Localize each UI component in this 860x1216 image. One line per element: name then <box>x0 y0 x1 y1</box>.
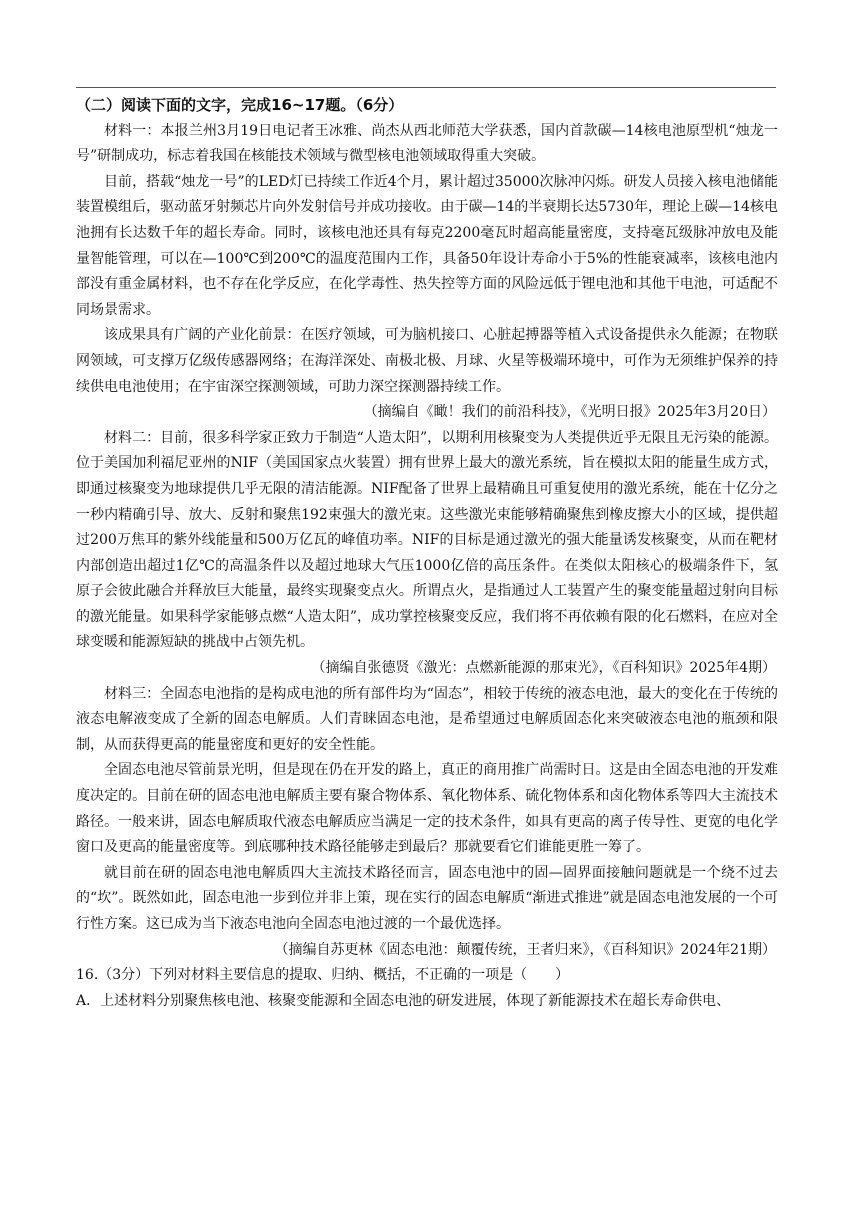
reading-section <box>76 93 778 1014</box>
material1-source: （摘编自《瞰！我们的前沿科技》，《光明日报》2025年3月20日） <box>363 404 776 421</box>
material2-source: （摘编自张德贤《激光：点燃新能源的那束光》，《百科知识》2025年4期） <box>311 660 776 677</box>
section-heading: （二）阅读下面的文字，完成16~17题。（6分） <box>76 96 404 114</box>
material1-paragraph-2: 目前，搭载“烛龙一号”的LED灯已持续工作近4个月，累计超过35000次脉冲闪烁。研发人员接入核电池储能装置模组后，驱动蓝牙射频芯片向外发射信号并成功接收。由于碳—14的半衰期长达5730年，理论上碳—14核电池拥有长达数千年的超长寿命。同时，该核电池还具有每克2200毫瓦时超高能量密度，支持毫瓦级脉冲放电及能量智能管理，可以在—100℃到200℃的温度范围内工作，具备50年设计寿命小于5%的性能衰减率，该核电池内部没有重金属材料，也不存在化学反应，在化学毒性、热失控等方面的风险远低于锂电池和其他干电池，可适配不同场景需求。 <box>76 173 778 318</box>
material3-paragraph-2: 全固态电池尽管前景光明，但是现在仍在开发的路上，真正的商用推广尚需时日。这是由全固态电池的开发难度决定的。目前在研的固态电池电解质主要有聚合物体系、氧化物体系、硫化物体系和卤化物体系等四大主流技术路径。一般来讲，固态电解质取代液态电解质应当满足一定的技术条件，如具有更高的离子传导性、更宽的电化学窗口及更高的能量密度等。到底哪种技术路径能够走到最后？那就要看它们谁能更胜一筹了。 <box>76 762 778 856</box>
material3-paragraph-3: 就目前在研的固态电池电解质四大主流技术路径而言，固态电池中的固—固界面接触问题就是一个绕不过去的“坎”。既然如此，固态电池一步到位并非上策，现在实行的固态电解质“渐进式推进”就是固态电池发展的一个可行性方案。这已成为当下液态电池向全固态电池过渡的一个最优选择。 <box>76 864 778 932</box>
material1-paragraph-3: 该成果具有广阔的产业化前景：在医疗领域，可为脑机接口、心脏起搏器等植入式设备提供永久能源；在物联网领域，可支撑万亿级传感器网络；在海洋深处、南极北极、月球、火星等极端环境中，可作为无须维护保养的持续供电电池使用；在宇宙深空探测领域，可助力深空探测器持续工作。 <box>76 327 778 395</box>
material3-source: （摘编自苏更林《固态电池：颠覆传统，王者归来》，《百科知识》2024年21期） <box>274 941 776 958</box>
question-16-stem: 16.（3分）下列对材料主要信息的提取、归纳、概括，不正确的一项是（ ） <box>76 967 570 984</box>
material1-paragraph-1: 材料一：本报兰州3月19日电记者王冰雅、尚杰从西北师范大学获悉，国内首款碳—14核电池原型机“烛龙一号”研制成功，标志着我国在核能技术领域与微型核电池领域取得重大突破。 <box>76 122 778 165</box>
top-rule <box>76 87 776 88</box>
material3-paragraph-1: 材料三：全固态电池指的是构成电池的所有部件均为“固态”，相较于传统的液态电池，最大的变化在于传统的液态电解液变成了全新的固态电解质。人们青睐固态电池，是希望通过电解质固态化来突破液态电池的瓶颈和限制，从而获得更高的能量密度和更好的安全性能。 <box>76 685 778 753</box>
question-16-option-a: A．上述材料分别聚焦核电池、核聚变能源和全固态电池的研发进展，体现了新能源技术在超长寿命供电、 <box>76 992 731 1009</box>
material2-paragraph-1: 材料二：目前，很多科学家正致力于制造“人造太阳”，以期利用核聚变为人类提供近乎无限且无污染的能源。位于美国加利福尼亚州的NIF（美国国家点火装置）拥有世界上最大的激光系统，旨在模拟太阳的能量生成方式，即通过核聚变为地球提供几乎无限的清洁能源。NIF配备了世界上最精确且可重复使用的激光系统，能在十亿分之一秒内精确引导、放大、反射和聚焦192束强大的激光束。这些激光束能够精确聚焦到橡皮擦大小的区域，提供超过200万焦耳的紫外线能量和500万亿瓦的峰值功率。NIF的目标是通过激光的强大能量诱发核聚变，从而在靶材内部创造出超过1亿℃的高温条件以及超过地球大气压1000亿倍的高压条件。在类似太阳核心的极端条件下，氢原子会彼此融合并释放巨大能量，最终实现聚变点火。所谓点火，是指通过人工装置产生的聚变能量超过射向目标的激光能量。如果科学家能够点燃“人造太阳”，成功掌控核聚变反应，我们将不再依赖有限的化石燃料，在应对全球变暖和能源短缺的挑战中占领先机。 <box>76 429 778 651</box>
